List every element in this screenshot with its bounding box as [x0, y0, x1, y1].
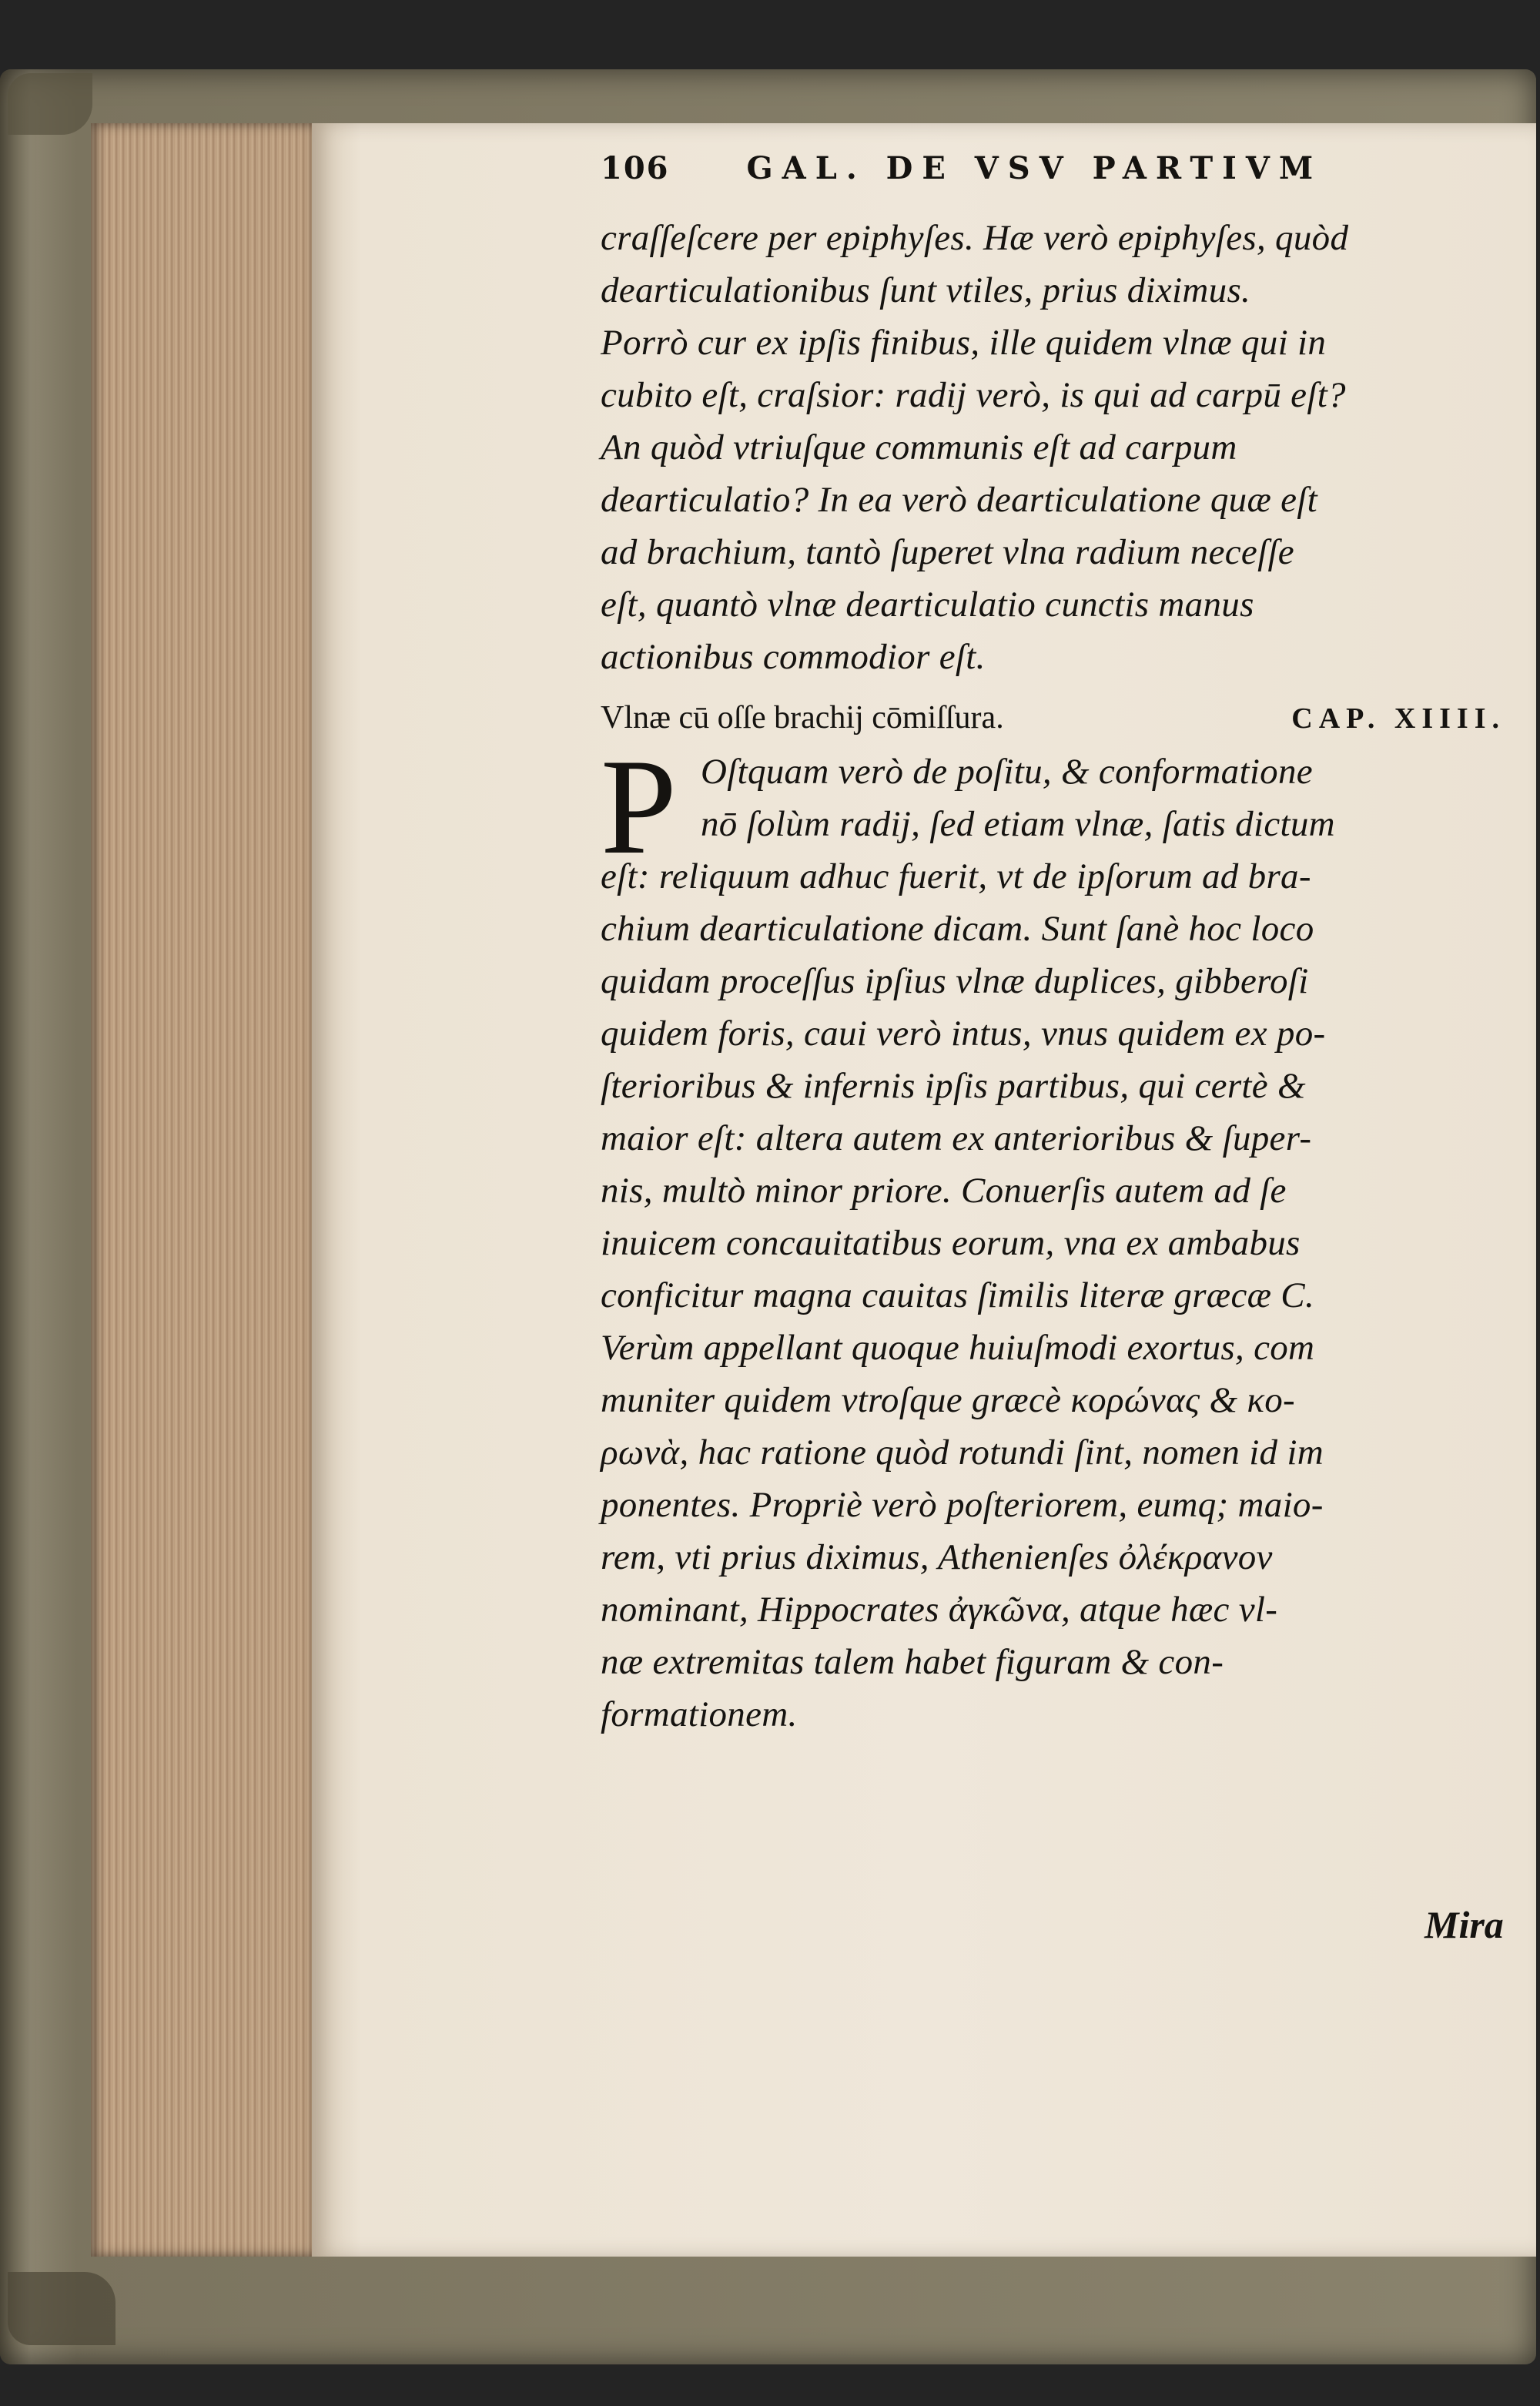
text-line: ſterioribus & infernis ipſis partibus, qui certè & [601, 1066, 1306, 1106]
text-line: næ extremitas talem habet figuram & con- [601, 1642, 1224, 1682]
text-line: ad brachium, tantò ſuperet vlna radium neceſſe [601, 532, 1294, 572]
text-line: quidam proceſſus ipſius vlnæ duplices, gibberoſi [601, 961, 1309, 1001]
page-edges [91, 123, 322, 2257]
text-line: conficitur magna cauitas ſimilis literæ græcæ C. [601, 1275, 1314, 1315]
text-line: quidem foris, caui verò intus, vnus quidem ex po- [601, 1014, 1326, 1054]
text-line: craſſeſcere per epiphyſes. Hæ verò epiphyſes, quòd [601, 218, 1349, 258]
text-line: Oſtquam verò de poſitu, & conformatione [701, 752, 1313, 792]
paragraph-2 [601, 730, 1521, 1741]
cover-corner-top [8, 73, 92, 135]
cover-corner-bottom [8, 2272, 116, 2345]
running-title: GAL. DE VSV PARTIVM [746, 150, 1323, 186]
text-line: eſt, quantò vlnæ dearticulatio cunctis manus [601, 585, 1254, 625]
text-line: eſt: reliquum adhuc fuerit, vt de ipſorum ad bra- [601, 856, 1311, 896]
text-line: ρωνὰ, hac ratione quòd rotundi ſint, nomen id im [601, 1433, 1324, 1473]
text-line: Verùm appellant quoque huiuſmodi exortus, com [601, 1328, 1315, 1368]
chapter-number: CAP. XIIII. [1291, 702, 1505, 735]
text-line: dearticulationibus ſunt vtiles, prius diximus. [601, 270, 1251, 310]
text-line: An quòd vtriuſque communis eſt ad carpum [601, 427, 1237, 467]
text-line: muniter quidem vtroſque græcè κορώνας & κο- [601, 1380, 1295, 1420]
text-line: Porrò cur ex ipſis finibus, ille quidem vlnæ qui in [601, 323, 1327, 363]
text-line: actionibus commodior eſt. [601, 637, 986, 677]
running-head [601, 150, 1521, 212]
text-line: formationem. [601, 1694, 798, 1734]
chapter-title: Vlnæ cū oſſe brachij cōmiſſura. [601, 700, 1004, 736]
text-line: nis, multò minor priore. Conuerſis autem ad ſe [601, 1171, 1287, 1211]
text-line: chium dearticulatione dicam. Sunt ſanè hoc loco [601, 909, 1314, 949]
paragraph-1 [601, 212, 1521, 683]
text-line: maior eſt: altera autem ex anterioribus & ſuper- [601, 1118, 1312, 1158]
text-line: dearticulatio? In ea verò dearticulatione quæ eſt [601, 480, 1318, 520]
drop-cap: P [601, 730, 677, 883]
page-number: 106 [601, 150, 670, 186]
text-block [601, 150, 1521, 1741]
text-line: inuicem concauitatibus eorum, vna ex ambabus [601, 1223, 1301, 1263]
catchword: Mira [1424, 1903, 1504, 1946]
text-line: ponentes. Propriè verò poſteriorem, eumq; maio- [601, 1485, 1324, 1525]
text-line: rem, vti prius diximus, Athenienſes ὀλέκρανον [601, 1537, 1273, 1577]
text-line: cubito eſt, craſsior: radij verò, is qui ad carpū eſt? [601, 375, 1346, 415]
chapter-heading [601, 691, 1505, 746]
text-line: nominant, Hippocrates ἀγκῶνα, atque hæc vl- [601, 1590, 1278, 1630]
text-line: nō ſolùm radij, ſed etiam vlnæ, ſatis dictum [701, 804, 1335, 844]
